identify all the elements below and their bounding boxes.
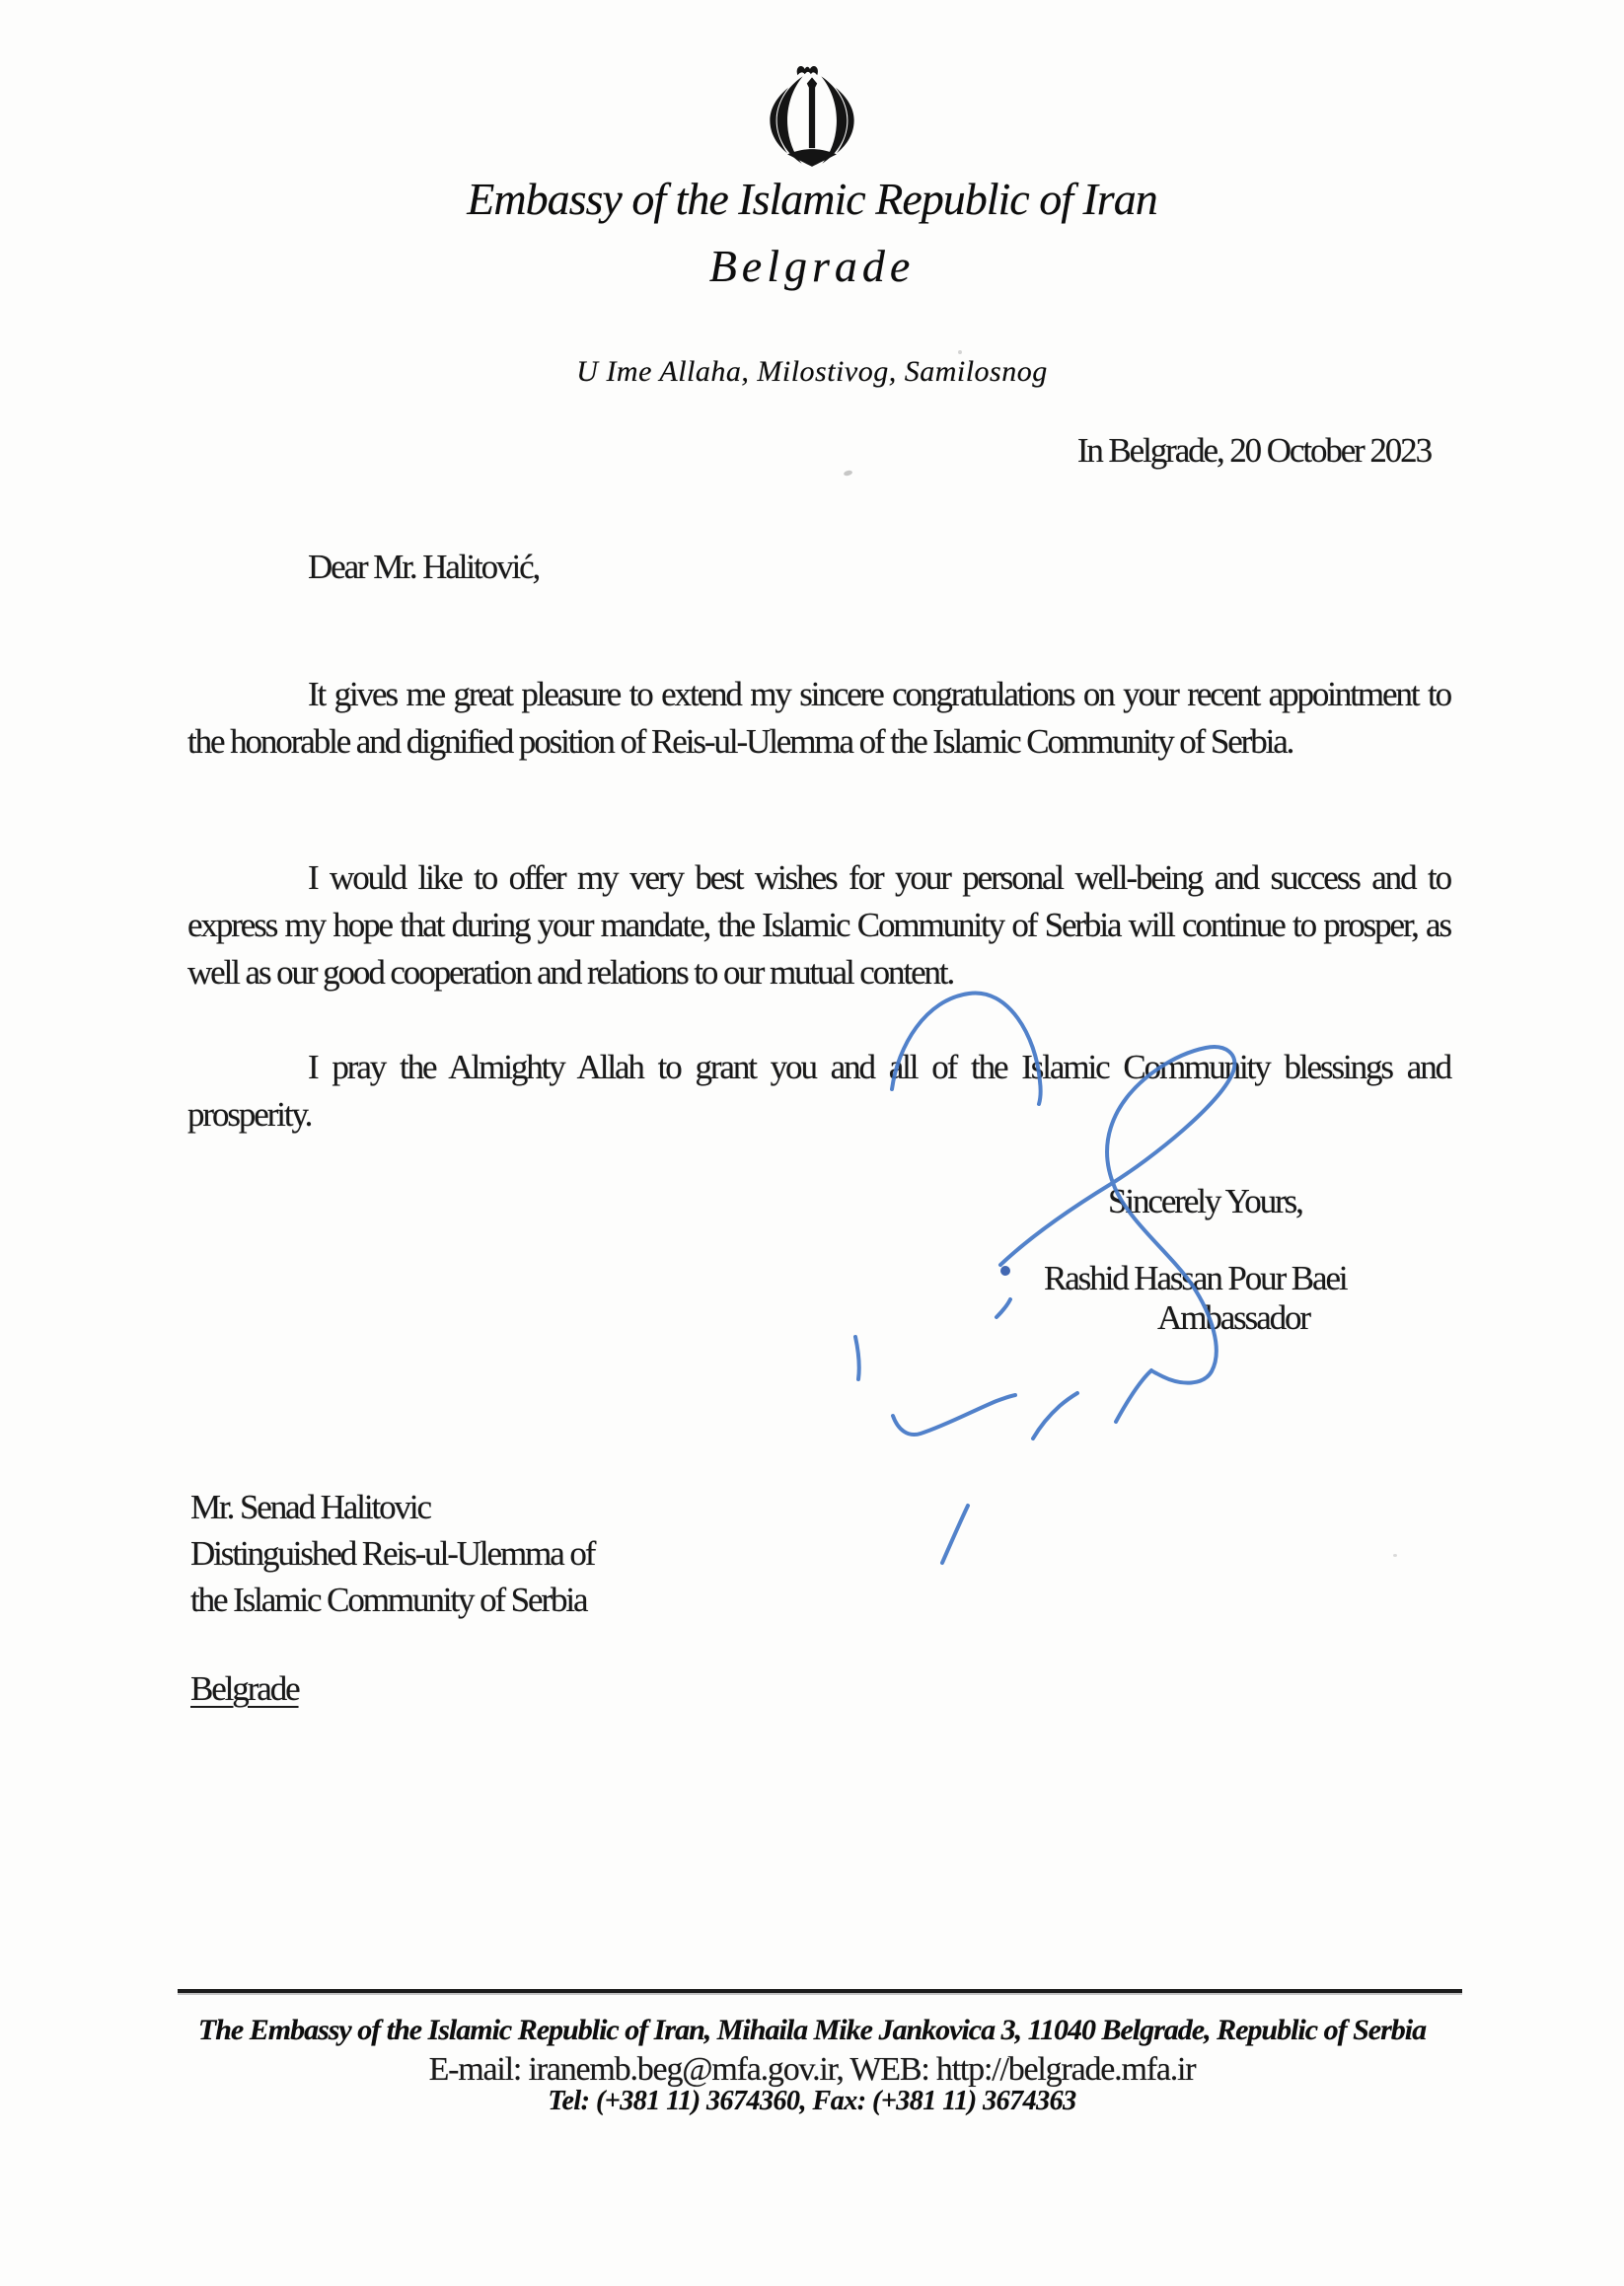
- recipient-city: Belgrade: [190, 1669, 299, 1708]
- signer-title: Ambassador: [1157, 1298, 1309, 1337]
- recipient-title-1: Distinguished Reis-ul-Ulemma of: [190, 1534, 595, 1573]
- scan-speck: [958, 350, 962, 354]
- org-city: Belgrade: [708, 241, 916, 291]
- footer-address: The Embassy of the Islamic Republic of Iran, Mihaila Mike Jankovica 3, 11040 Belgrade, Republic of Serbia: [197, 2014, 1427, 2046]
- date-line: In Belgrade, 20 October 2023: [1076, 431, 1431, 470]
- recipient-title-2: the Islamic Community of Serbia: [190, 1581, 587, 1619]
- paragraph-2: I would like to offer my very best wishes for your personal well-being and success and to express my hope that during your mandate, the Islamic Community of Serbia will continue to prosper, as well as our good cooperation and relations to our mutual content.: [187, 858, 1450, 992]
- ink-dot: [1000, 1266, 1010, 1276]
- signer-name: Rashid Hassan Pour Baei: [1044, 1259, 1347, 1297]
- signer-block: [1044, 1259, 1423, 1338]
- invocation-line: U Ime Allaha, Milostivog, Samilosnog: [576, 355, 1048, 388]
- scan-speck: [1393, 1554, 1397, 1557]
- scan-speck: [844, 470, 853, 477]
- recipient-block: [190, 1484, 594, 1623]
- iran-emblem-icon: [761, 61, 863, 178]
- footer-rule: [178, 1989, 1462, 1993]
- salutation: Dear Mr. Halitović,: [308, 548, 540, 586]
- footer-phone: Tel: (+381 11) 3674360, Fax: (+381 11) 3674363: [548, 2086, 1076, 2116]
- valediction: Sincerely Yours,: [1108, 1182, 1302, 1220]
- footer-contact: E-mail: iranemb.beg@mfa.gov.ir, WEB: http://belgrade.mfa.ir: [428, 2051, 1196, 2088]
- paragraph-1: It gives me great pleasure to extend my sincere congratulations on your recent appointment to the honorable and dignified position of Reis-ul-Ulemma of the Islamic Community of Serbia.: [187, 675, 1450, 761]
- paragraph-3: I pray the Almighty Allah to grant you and all of the Islamic Community blessings and prosperity.: [187, 1048, 1450, 1134]
- org-name: Embassy of the Islamic Republic of Iran: [467, 174, 1157, 224]
- recipient-name: Mr. Senad Halitovic: [190, 1488, 430, 1526]
